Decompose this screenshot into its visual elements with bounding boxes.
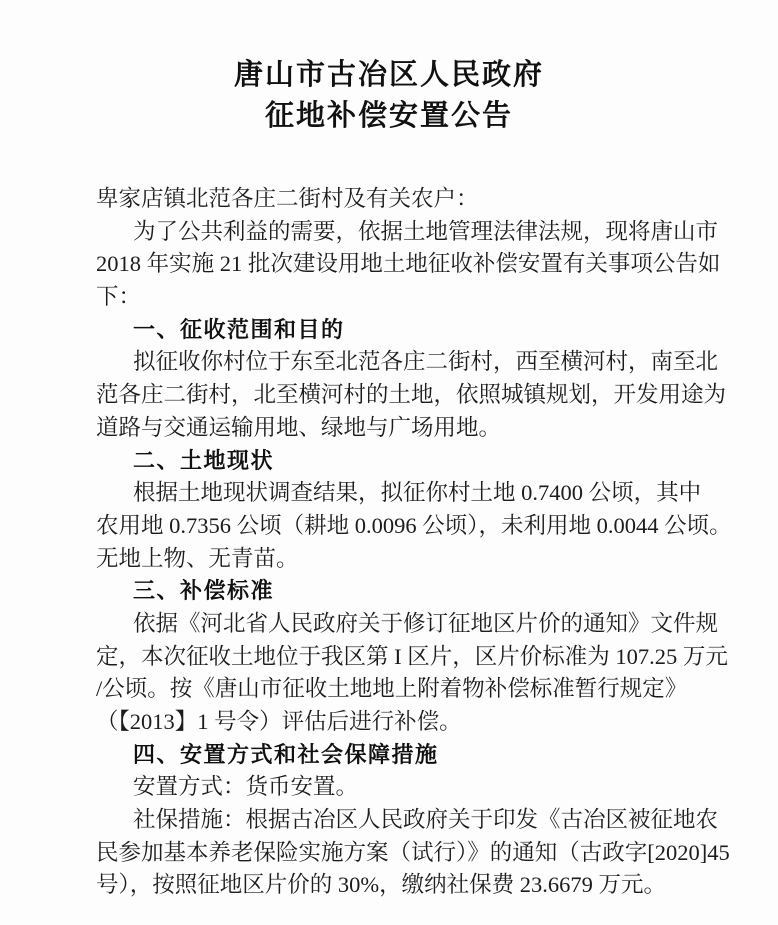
section-heading: 二、土地现状 [133,447,275,473]
body-line: 社保措施：根据古冶区人民政府关于印发《古冶区被征地农 [133,807,719,833]
body-line: 为了公共利益的需要，依据土地管理法律法规，现将唐山市 [133,218,719,244]
body-line: 拟征收你村位于东至北范各庄二街村，西至横河村，南至北 [133,349,719,375]
section-heading: 四、安置方式和社会保障措施 [133,741,439,767]
body-line: 农用地 0.7356 公顷（耕地 0.0096 公顷），未利用地 0.0044 公顷。 [96,512,732,538]
body-line: 定，本次征收土地位于我区第 I 区片，区片价标准为 107.25 万元 [96,643,728,669]
body-line: 下： [96,284,142,310]
body-line: 依据《河北省人民政府关于修订征地区片价的通知》文件规 [133,610,719,636]
body-line: 范各庄二街村，北至横河村的土地，依照城镇规划，开发用途为 [96,382,727,408]
title-line-announcement: 征地补偿安置公告 [264,100,513,132]
section-heading: 三、补偿标准 [133,578,275,604]
body-line: 道路与交通运输用地、绿地与广场用地。 [96,414,502,440]
body-line: 安置方式：货币安置。 [133,774,359,800]
body-line: 无地上物、无青苗。 [96,545,299,571]
body-line: 卑家店镇北范各庄二街村及有关农户： [96,186,479,211]
section-heading: 一、征收范围和目的 [133,316,345,342]
body-line: 民参加基本养老保险实施方案（试行）》的通知（古政字[2020]45 [96,839,730,865]
body-line: 号），按照征地区片价的 30%，缴纳社保费 23.6679 万元。 [96,872,666,898]
document-title [0,55,778,137]
body-line: 2018 年实施 21 批次建设用地土地征收补偿安置有关事项公告如 [96,251,721,277]
body-line: /公顷。按《唐山市征收土地地上附着物补偿标准暂行规定》 [96,676,688,702]
title-line-government: 唐山市古冶区人民政府 [233,59,544,91]
body-line: 根据土地现状调查结果，拟征你村土地 0.7400 公顷，其中 [133,480,702,506]
body-line: （【2013】1 号令）评估后进行补偿。 [96,709,462,734]
document-body [96,183,732,902]
